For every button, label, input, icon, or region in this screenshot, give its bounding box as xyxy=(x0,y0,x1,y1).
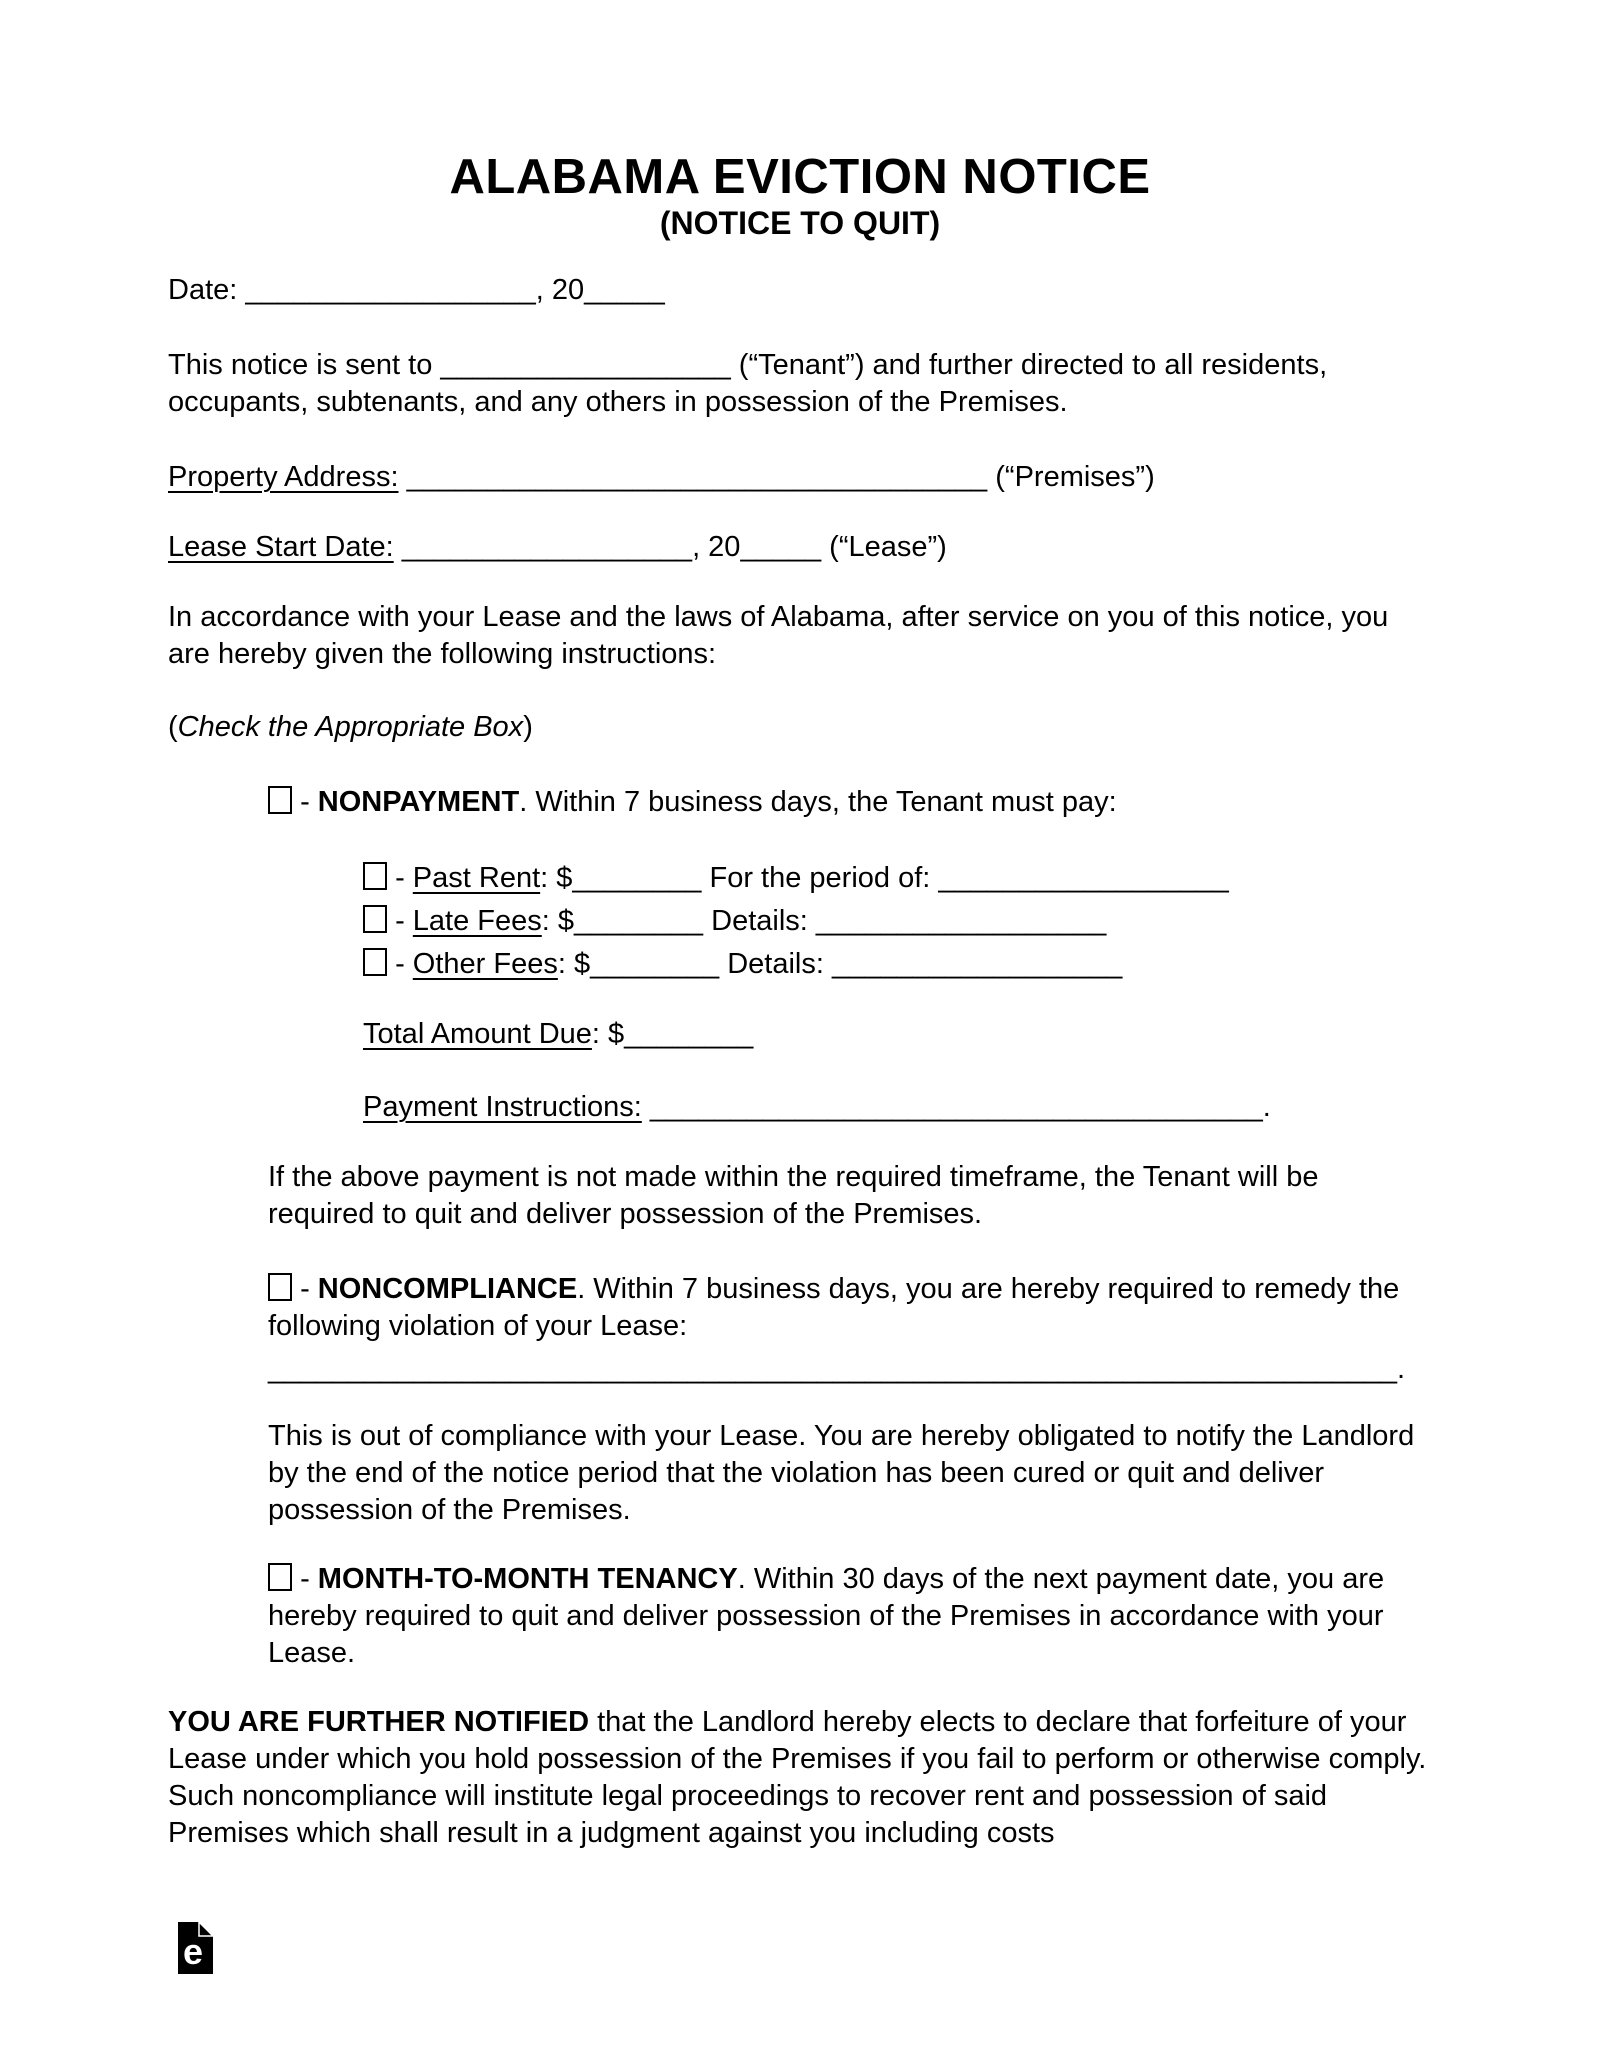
late-fees-dollar-prefix: : $ xyxy=(541,905,575,937)
lease-year-prefix: , 20 xyxy=(692,531,741,563)
lease-term: (“Lease”) xyxy=(829,531,947,563)
noncompliance-title: NONCOMPLIANCE xyxy=(317,1273,578,1305)
past-rent-period-field[interactable]: __________________ xyxy=(938,862,1229,894)
noncompliance-heading-text: . Within 7 business days, you are hereby required to remedy the following violation of your Lease: xyxy=(268,1273,1400,1342)
month-to-month-paragraph xyxy=(268,1561,1432,1672)
property-address-line xyxy=(168,459,1432,496)
lease-start-label: Lease Start Date: xyxy=(168,531,394,563)
month-to-month-text: . Within 30 days of the next payment date, you are hereby required to quit and deliver possession of the Premises in accordance with your Lease. xyxy=(268,1563,1385,1669)
date-label: Date: xyxy=(168,274,238,306)
dash-separator: - xyxy=(395,948,405,980)
other-fees-checkbox[interactable] xyxy=(363,948,387,976)
other-fees-details-field[interactable]: __________________ xyxy=(831,948,1123,980)
month-to-month-checkbox[interactable] xyxy=(268,1563,292,1591)
fee-list xyxy=(168,857,1432,986)
lease-start-year-field[interactable]: _____ xyxy=(740,531,822,563)
past-rent-label: Past Rent xyxy=(412,862,541,894)
check-note-close-paren: ) xyxy=(523,711,533,743)
nonpayment-heading-text: . Within 7 business days, the Tenant must pay: xyxy=(519,786,1117,818)
past-rent-row xyxy=(363,857,1432,900)
other-fees-dollar-prefix: : $ xyxy=(557,948,591,980)
accordance-paragraph: In accordance with your Lease and the laws of Alabama, after service on you of this notice, you are hereby given the following instructions: xyxy=(168,601,1389,670)
dash-separator: - xyxy=(300,1563,310,1595)
past-rent-checkbox[interactable] xyxy=(363,862,387,890)
total-amount-dollar-prefix: : $ xyxy=(591,1018,625,1050)
payment-instructions-field[interactable]: ______________________________________ xyxy=(649,1091,1263,1123)
nonpayment-title: NONPAYMENT xyxy=(317,786,520,818)
premises-term: (“Premises”) xyxy=(995,461,1155,493)
other-fees-amount-field[interactable]: ________ xyxy=(590,948,720,980)
total-amount-line xyxy=(363,1016,1432,1053)
late-fees-details-label: Details: xyxy=(711,905,808,937)
tenant-name-field[interactable]: __________________ xyxy=(440,349,731,381)
other-fees-label: Other Fees xyxy=(412,948,558,980)
noncompliance-heading xyxy=(268,1271,1432,1345)
check-note-open-paren: ( xyxy=(168,711,178,743)
further-notified-paragraph xyxy=(168,1704,1432,1852)
date-year-prefix: , 20 xyxy=(535,274,585,306)
further-notified-title: YOU ARE FURTHER NOTIFIED xyxy=(168,1706,590,1738)
late-fees-details-field[interactable]: __________________ xyxy=(815,905,1107,937)
further-notified-text: that the Landlord hereby elects to declare that forfeiture of your Lease under which you hold possession of the Premises if you fail to perform or otherwise comply. Such noncompliance will institute legal proceedings to recover rent and possession of said Premises which shall result in a judgment against you including costs xyxy=(168,1706,1427,1849)
payment-instructions-period: . xyxy=(1262,1091,1271,1123)
late-fees-row xyxy=(363,900,1432,943)
total-amount-label: Total Amount Due xyxy=(363,1018,592,1050)
document-header xyxy=(168,150,1432,242)
lease-start-line xyxy=(168,529,1432,566)
lease-start-date-field[interactable]: __________________ xyxy=(401,531,693,563)
property-address-label: Property Address: xyxy=(168,461,399,493)
nonpayment-heading xyxy=(268,784,1432,821)
dash-separator: - xyxy=(395,862,405,894)
page-title: ALABAMA EVICTION NOTICE xyxy=(449,150,1151,204)
intro-text-post: (“Tenant”) and further directed to all residents, occupants, subtenants, and any others in possession of the Premises. xyxy=(168,349,1328,418)
payment-instructions-line xyxy=(363,1089,1432,1126)
intro-paragraph xyxy=(168,347,1432,421)
noncompliance-body-paragraph: This is out of compliance with your Lease. You are hereby obligated to notify the Landlord by the end of the notice period that the violation has been cured or quit and deliver possession of the Premises. xyxy=(268,1420,1415,1526)
eforms-logo xyxy=(178,1922,213,1974)
violation-line-period: . xyxy=(1397,1353,1406,1385)
nonpayment-checkbox[interactable] xyxy=(268,786,292,814)
late-fees-checkbox[interactable] xyxy=(363,905,387,933)
document-body xyxy=(168,272,1432,1852)
nonpayment-warning-paragraph: If the above payment is not made within the required timeframe, the Tenant will be required to quit and deliver possession of the Premises. xyxy=(268,1161,1319,1230)
page-subtitle: (NOTICE TO QUIT) xyxy=(659,205,941,241)
other-fees-row xyxy=(363,943,1432,986)
payment-instructions-label: Payment Instructions: xyxy=(363,1091,642,1123)
date-line xyxy=(168,272,1432,309)
total-amount-field[interactable]: ________ xyxy=(624,1018,754,1050)
violation-description-field[interactable]: ______________________________________________________________________ xyxy=(268,1353,1397,1385)
date-year-field[interactable]: _____ xyxy=(584,274,665,306)
dash-separator: - xyxy=(300,1273,310,1305)
past-rent-dollar-prefix: : $ xyxy=(540,862,573,894)
eforms-logo-letter: e xyxy=(183,1931,204,1972)
dash-separator: - xyxy=(300,786,310,818)
past-rent-period-label: For the period of: xyxy=(709,862,931,894)
check-note-text: Check the Appropriate Box xyxy=(177,711,524,743)
past-rent-amount-field[interactable]: ________ xyxy=(572,862,702,894)
document-page-icon xyxy=(178,1922,213,1974)
late-fees-label: Late Fees xyxy=(412,905,542,937)
noncompliance-checkbox[interactable] xyxy=(268,1273,292,1301)
violation-blank-line xyxy=(268,1351,1432,1388)
late-fees-amount-field[interactable]: ________ xyxy=(574,905,704,937)
date-blank-field[interactable]: __________________ xyxy=(245,274,536,306)
dash-separator: - xyxy=(395,905,405,937)
month-to-month-title: MONTH-TO-MONTH TENANCY xyxy=(317,1563,738,1595)
other-fees-details-label: Details: xyxy=(727,948,824,980)
check-box-note xyxy=(168,709,1432,746)
property-address-field[interactable]: ____________________________________ xyxy=(406,461,988,493)
intro-text-pre: This notice is sent to xyxy=(168,349,433,381)
